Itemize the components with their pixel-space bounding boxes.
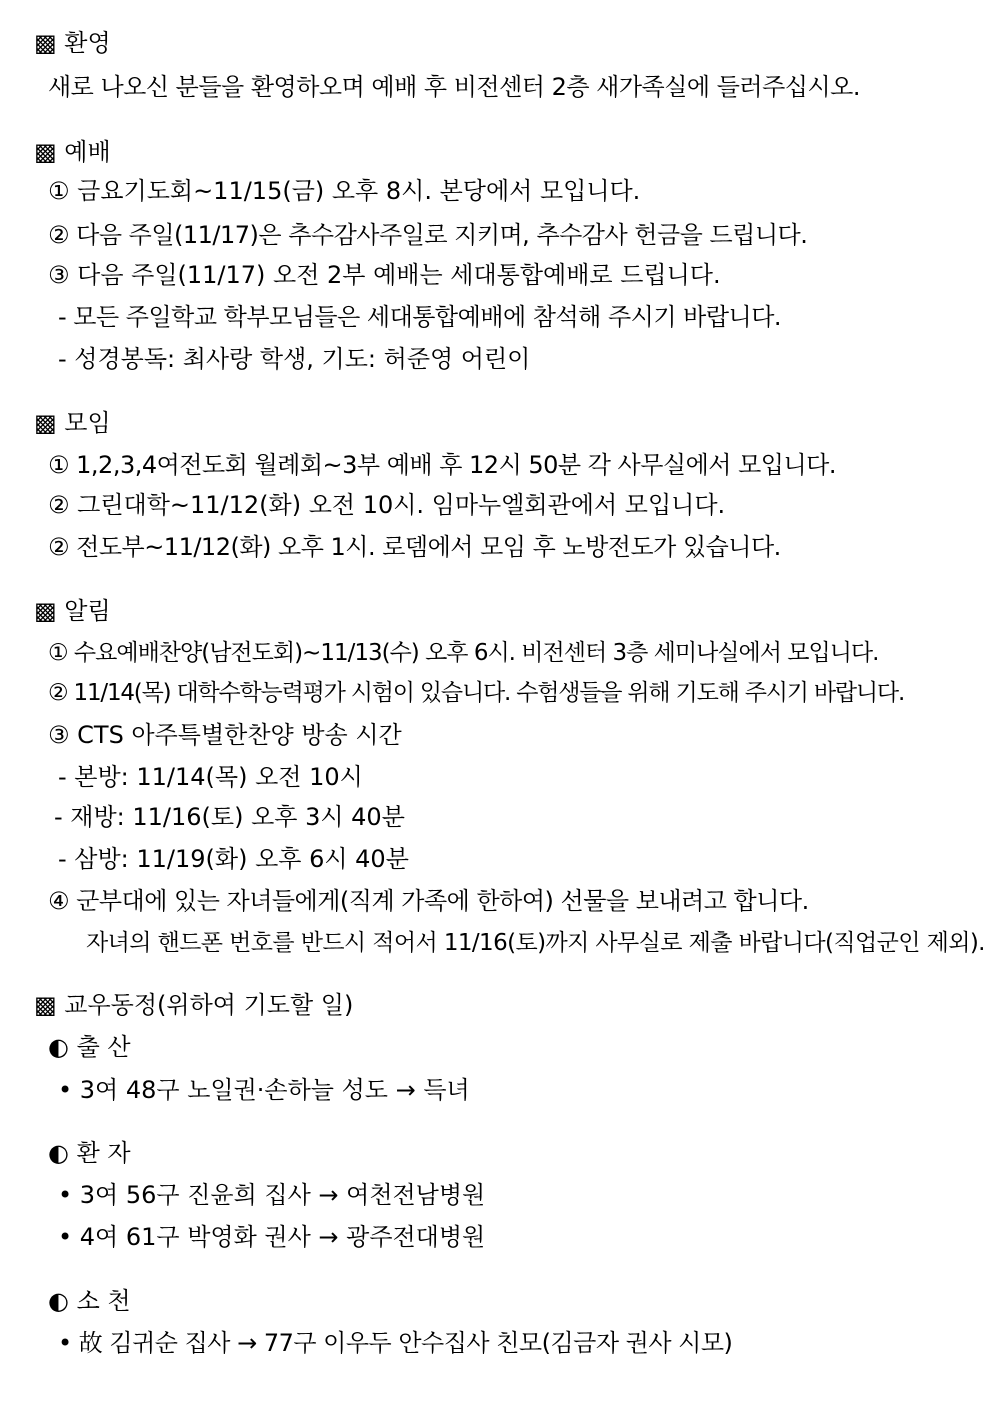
worship-subitem-2: - 성경봉독: 최사랑 학생, 기도: 허준영 어린이: [58, 345, 531, 373]
notice-item-1: ① 수요예배찬양(남전도회)~11/13(수) 오후 6시. 비전센터 3층 세미나실에서 모입니다.: [48, 640, 879, 666]
meeting-item-2: ② 그린대학~11/12(화) 오전 10시. 임마누엘회관에서 모입니다.: [48, 491, 726, 519]
prayer-birth-item: • 3여 48구 노일권·손하늘 성도 → 득녀: [58, 1076, 470, 1104]
notice-item-4: ④ 군부대에 있는 자녀들에게(직계 가족에 한하여) 선물을 보내려고 합니다.: [48, 887, 809, 915]
section-title-worship: ▩ 예배: [34, 138, 111, 166]
prayer-deceased-label: ◐ 소 천: [48, 1287, 131, 1315]
prayer-patients-label: ◐ 환 자: [48, 1139, 131, 1167]
section-title-meeting: ▩ 모임: [34, 409, 111, 437]
prayer-patient-item-2: • 4여 61구 박영화 권사 → 광주전대병원: [58, 1223, 486, 1251]
notice-item-2: ② 11/14(목) 대학수학능력평가 시험이 있습니다. 수험생들을 위해 기도해 주시기 바랍니다.: [48, 680, 905, 706]
notice-item-3: ③ CTS 아주특별한찬양 방송 시간: [48, 721, 402, 749]
broadcast-third: - 삼방: 11/19(화) 오후 6시 40분: [58, 845, 409, 873]
meeting-item-3: ② 전도부~11/12(화) 오후 1시. 로뎀에서 모임 후 노방전도가 있습니다.: [48, 533, 781, 561]
worship-item-2: ② 다음 주일(11/17)은 추수감사주일로 지키며, 추수감사 헌금을 드립니다.: [48, 221, 808, 249]
worship-subitem-1: - 모든 주일학교 학부모님들은 세대통합예배에 참석해 주시기 바랍니다.: [58, 303, 782, 331]
worship-item-1: ① 금요기도회~11/15(금) 오후 8시. 본당에서 모입니다.: [48, 177, 641, 205]
broadcast-rerun: - 재방: 11/16(토) 오후 3시 40분: [54, 803, 405, 831]
section-title-prayer: ▩ 교우동정(위하여 기도할 일): [34, 991, 354, 1019]
prayer-birth-label: ◐ 출 산: [48, 1033, 131, 1061]
notice-item-4-continued: 자녀의 핸드폰 번호를 반드시 적어서 11/16(토)까지 사무실로 제출 바랍니다(직업군인 제외).: [86, 930, 985, 956]
prayer-deceased-item: • 故 김귀순 집사 → 77구 이우두 안수집사 친모(김금자 권사 시모): [58, 1329, 733, 1357]
section-title-notice: ▩ 알림: [34, 597, 111, 625]
broadcast-main: - 본방: 11/14(목) 오전 10시: [58, 763, 363, 791]
section-title-welcome: ▩ 환영: [34, 29, 111, 57]
welcome-text: 새로 나오신 분들을 환영하오며 예배 후 비전센터 2층 새가족실에 들러주십시오.: [48, 73, 860, 101]
meeting-item-1: ① 1,2,3,4여전도회 월례회~3부 예배 후 12시 50분 각 사무실에서 모입니다.: [48, 451, 836, 479]
prayer-patient-item-1: • 3여 56구 진윤희 집사 → 여천전남병원: [58, 1181, 486, 1209]
worship-item-3: ③ 다음 주일(11/17) 오전 2부 예배는 세대통합예배로 드립니다.: [48, 261, 721, 289]
